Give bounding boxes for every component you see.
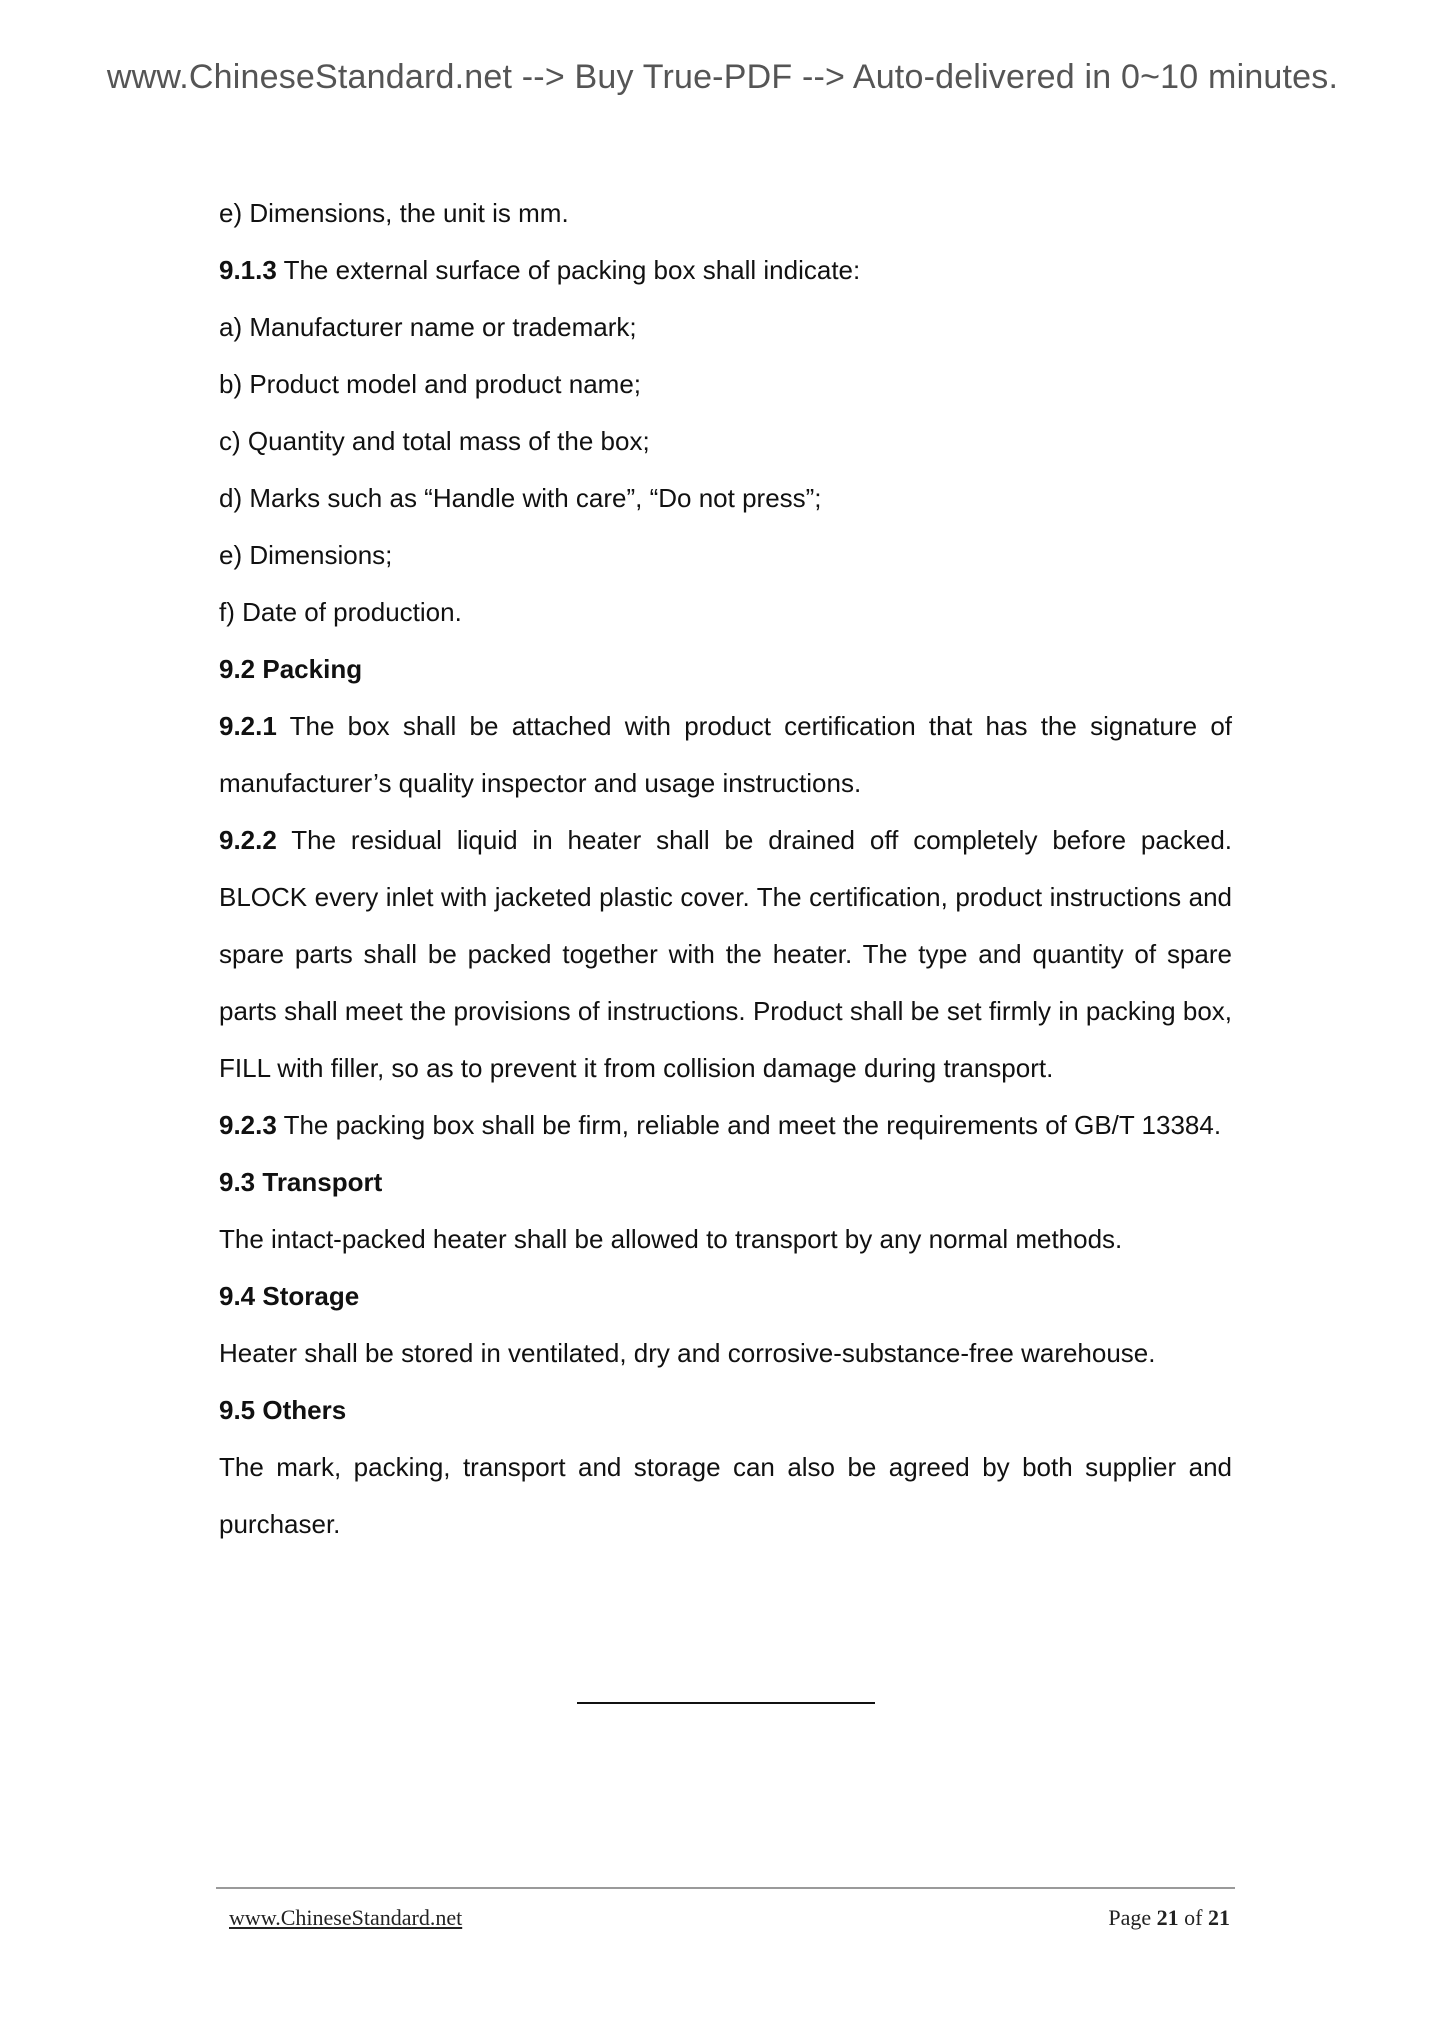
list-item-a: a) Manufacturer name or trademark;: [219, 312, 637, 342]
list-item-d: d) Marks such as “Handle with care”, “Do not press”;: [219, 483, 822, 513]
page-of: of: [1178, 1905, 1208, 1930]
heading-9-5-others: 9.5 Others: [219, 1395, 347, 1425]
list-item-f: f) Date of production.: [219, 597, 462, 627]
list-item-b: b) Product model and product name;: [219, 369, 642, 399]
clause-text: The residual liquid in heater shall be drained off completely before packed. BLOCK every inlet with jacketed plastic cover. The certification, product instructions and spare parts shall be packed together with the heater. The type and quantity of spare parts shall meet the provisions of instructions. Product shall be set firmly in packing box, FILL with filler, so as to prevent it from collision damage during transport.: [219, 825, 1232, 1083]
end-of-document-rule: [577, 1702, 875, 1704]
clause-text: The external surface of packing box shall indicate:: [276, 255, 861, 285]
footer-divider: [216, 1887, 1235, 1889]
heading-9-2-packing: 9.2 Packing: [219, 654, 363, 684]
paragraph-others: The mark, packing, transport and storage can also be agreed by both supplier and purchaser.: [219, 1452, 1232, 1539]
clause-9-2-1: [219, 698, 1232, 812]
clause-number: 9.1.3: [219, 255, 277, 285]
page-prefix: Page: [1108, 1905, 1157, 1930]
clause-number: 9.2.2: [219, 825, 277, 855]
clause-9-2-3: [219, 1097, 1232, 1154]
list-item-c: c) Quantity and total mass of the box;: [219, 426, 650, 456]
paragraph-transport: The intact-packed heater shall be allowed to transport by any normal methods.: [219, 1224, 1123, 1254]
footer-website-link[interactable]: www.ChineseStandard.net: [229, 1905, 463, 1930]
paragraph-storage: Heater shall be stored in ventilated, dry and corrosive-substance-free warehouse.: [219, 1338, 1156, 1368]
clause-9-2-2: [219, 812, 1232, 1097]
paragraph-dimensions-unit: e) Dimensions, the unit is mm.: [219, 198, 569, 228]
heading-9-4-storage: 9.4 Storage: [219, 1281, 360, 1311]
list-item-e: e) Dimensions;: [219, 540, 393, 570]
clause-9-1-3: [219, 242, 1232, 299]
header-banner: www.ChineseStandard.net --> Buy True-PDF --> Auto-delivered in 0~10 minutes.: [106, 58, 1339, 96]
clause-number: 9.2.3: [219, 1110, 277, 1140]
page-number: [1108, 1905, 1230, 1931]
clause-number: 9.2.1: [219, 711, 277, 741]
page-current: 21: [1156, 1905, 1179, 1930]
clause-text: The box shall be attached with product certification that has the signature of manufacturer’s quality inspector and usage instructions.: [219, 711, 1232, 798]
page-total: 21: [1208, 1905, 1230, 1930]
clause-text: The packing box shall be firm, reliable and meet the requirements of GB/T 13384.: [276, 1110, 1222, 1140]
heading-9-3-transport: 9.3 Transport: [219, 1167, 383, 1197]
document-body: [219, 185, 1232, 1553]
